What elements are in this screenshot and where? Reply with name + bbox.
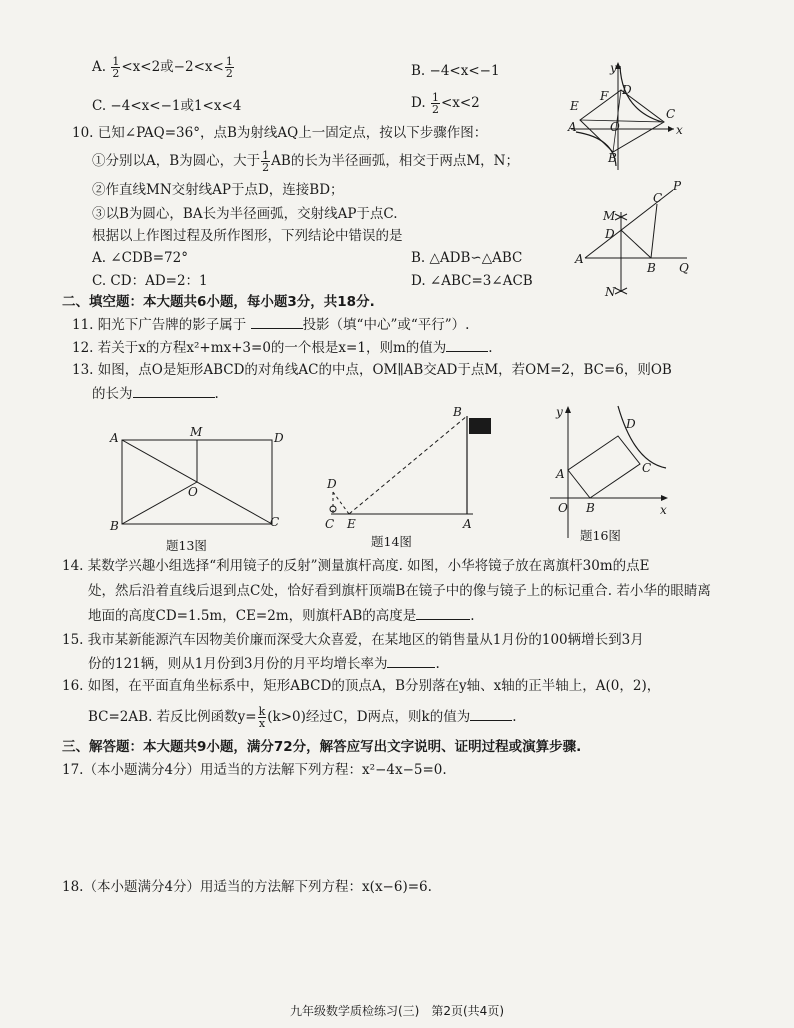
label-e: E	[347, 517, 356, 531]
answer-blank	[251, 315, 303, 329]
q14-line2: 处，然后沿着直线后退到点C处，恰好看到旗杆顶端B在镜子中的像与镜子上的标记重合. 若小华的眼睛离	[88, 583, 711, 599]
label-d: D	[605, 227, 615, 241]
label-b: B	[110, 519, 119, 533]
q15-line2: 份的121辆，则从1月份到3月份的月平均增长率为 .	[88, 656, 440, 672]
q10-question: 根据以上作图过程及所作图形，下列结论中错误的是	[92, 228, 403, 244]
label-b: B	[608, 151, 617, 165]
q9-option-d: D. $\frac{1}{2}$ <x<2	[411, 91, 480, 116]
answer-blank	[416, 606, 470, 620]
q16-line1: 16. 如图，在平面直角坐标系中，矩形ABCD的顶点A，B分别落在y轴、x轴的正半轴上，A(0，2)，	[62, 678, 661, 694]
figure-13-rectangle	[108, 425, 308, 553]
q11: 11. 阳光下广告牌的影子属于 投影（填“中心”或“平行”）.	[72, 317, 470, 333]
answer-blank	[446, 338, 488, 352]
figure-14-flagpole	[323, 406, 513, 551]
label-m: M	[603, 209, 616, 223]
label-x: x	[660, 503, 667, 517]
label-o: O	[558, 501, 568, 515]
label-c: C	[270, 515, 280, 529]
label-y: y	[556, 405, 563, 419]
label-d: D	[274, 431, 284, 445]
q15-line1: 15. 我市某新能源汽车因物美价廉而深受大众喜爱，在某地区的销售量从1月份的100辆增长到3月	[62, 632, 644, 648]
label-a: A	[568, 120, 577, 134]
fraction: $\frac{1}{2}$	[262, 149, 270, 174]
label-o: O	[610, 120, 620, 134]
label-a: A	[463, 517, 472, 531]
q10-construction-figure	[575, 179, 695, 299]
page-footer: 九年级数学质检练习(三) 第2页(共4页)	[290, 1004, 504, 1018]
label-d: D	[626, 417, 636, 431]
q13-line1: 13. 如图，点O是矩形ABCD的对角线AC的中点，OM∥AB交AD于点M，若OM=2，BC=6，则OB	[72, 362, 672, 378]
label-c: C	[666, 107, 676, 121]
label-e: E	[570, 99, 579, 113]
q16-line2: BC=2AB. 若反比例函数y= $\frac{k}{x}$ (k>0)经过C，D两点，则k的值为 .	[88, 705, 517, 730]
q18: 18.（本小题满分4分）用适当的方法解下列方程：x(x−6)=6.	[62, 879, 432, 895]
q10-option-c: C. CD：AD=2：1	[92, 273, 208, 289]
label-o: O	[188, 485, 198, 499]
q10-option-d: D. ∠ABC=3∠ACB	[411, 273, 533, 289]
fraction: $\frac{k}{x}$	[258, 705, 266, 730]
figure-16-caption: 题16图	[580, 528, 621, 543]
section-2-heading: 二、填空题：本大题共6小题，每小题3分，共18分.	[62, 294, 375, 310]
fraction: $\frac{1}{2}$	[225, 55, 233, 80]
label-p: P	[673, 179, 682, 193]
fraction: $\frac{1}{2}$	[431, 91, 439, 116]
label-a: A	[556, 467, 565, 481]
answer-blank	[133, 384, 215, 398]
label-n: N	[605, 285, 616, 299]
q14-line1: 14. 某数学兴趣小组选择“利用镜子的反射”测量旗杆高度. 如图，小华将镜子放在离旗杆30m的点E	[62, 558, 650, 574]
figure-14-caption: 题14图	[371, 534, 412, 549]
label-b: B	[647, 261, 656, 275]
q9-option-a: A. $\frac{1}{2}$ <x<2或−2<x< $\frac{1}{2}$	[92, 55, 233, 80]
q10-step3: ③以B为圆心，BA长为半径画弧，交射线AP于点C.	[92, 206, 398, 222]
q10-option-a: A. ∠CDB=72°	[92, 250, 188, 266]
q9-option-c: C. −4<x<−1或1<x<4	[92, 98, 242, 114]
figure-13-caption: 题13图	[166, 538, 207, 553]
label-b: B	[586, 501, 595, 515]
label-m: M	[190, 425, 203, 439]
q10-stem: 10. 已知∠PAQ=36°，点B为射线AQ上一固定点，按以下步骤作图：	[72, 125, 488, 141]
label-c: C	[653, 191, 663, 205]
q14-line3: 地面的高度CD=1.5m，CE=2m，则旗杆AB的高度是 .	[88, 608, 475, 624]
section-3-heading: 三、解答题：本大题共9小题，满分72分，解答应写出文字说明、证明过程或演算步骤.	[62, 739, 582, 755]
label-a: A	[575, 252, 584, 266]
label-d: D	[327, 477, 337, 491]
q10-option-b: B. △ADB∽△ABC	[411, 250, 523, 266]
label-y: y	[610, 61, 617, 75]
q13-line2: 的长为 .	[92, 386, 219, 402]
fraction: $\frac{1}{2}$	[112, 55, 120, 80]
label-a: A	[110, 431, 119, 445]
label-c: C	[325, 517, 335, 531]
answer-blank	[387, 654, 435, 668]
q12: 12. 若关于x的方程x²+mx+3=0的一个根是x=1，则m的值为 .	[72, 340, 493, 356]
q17: 17.（本小题满分4分）用适当的方法解下列方程：x²−4x−5=0.	[62, 762, 447, 778]
label-d: D	[622, 83, 632, 97]
answer-blank	[470, 707, 512, 721]
q9-option-b: B. −4<x<−1	[411, 63, 500, 79]
label-c: C	[642, 461, 652, 475]
q10-step1: ①分别以A，B为圆心，大于 $\frac{1}{2}$ AB的长为半径画弧，相交于两点M，N；	[92, 149, 519, 174]
label-x: x	[676, 123, 683, 137]
q10-step2: ②作直线MN交射线AP于点D，连接BD；	[92, 182, 344, 198]
figure-16-coordinate	[548, 404, 678, 544]
label-b: B	[453, 405, 462, 419]
label-f: F	[600, 89, 609, 103]
q9-hyperbola-figure	[566, 58, 683, 173]
label-q: Q	[679, 261, 689, 275]
